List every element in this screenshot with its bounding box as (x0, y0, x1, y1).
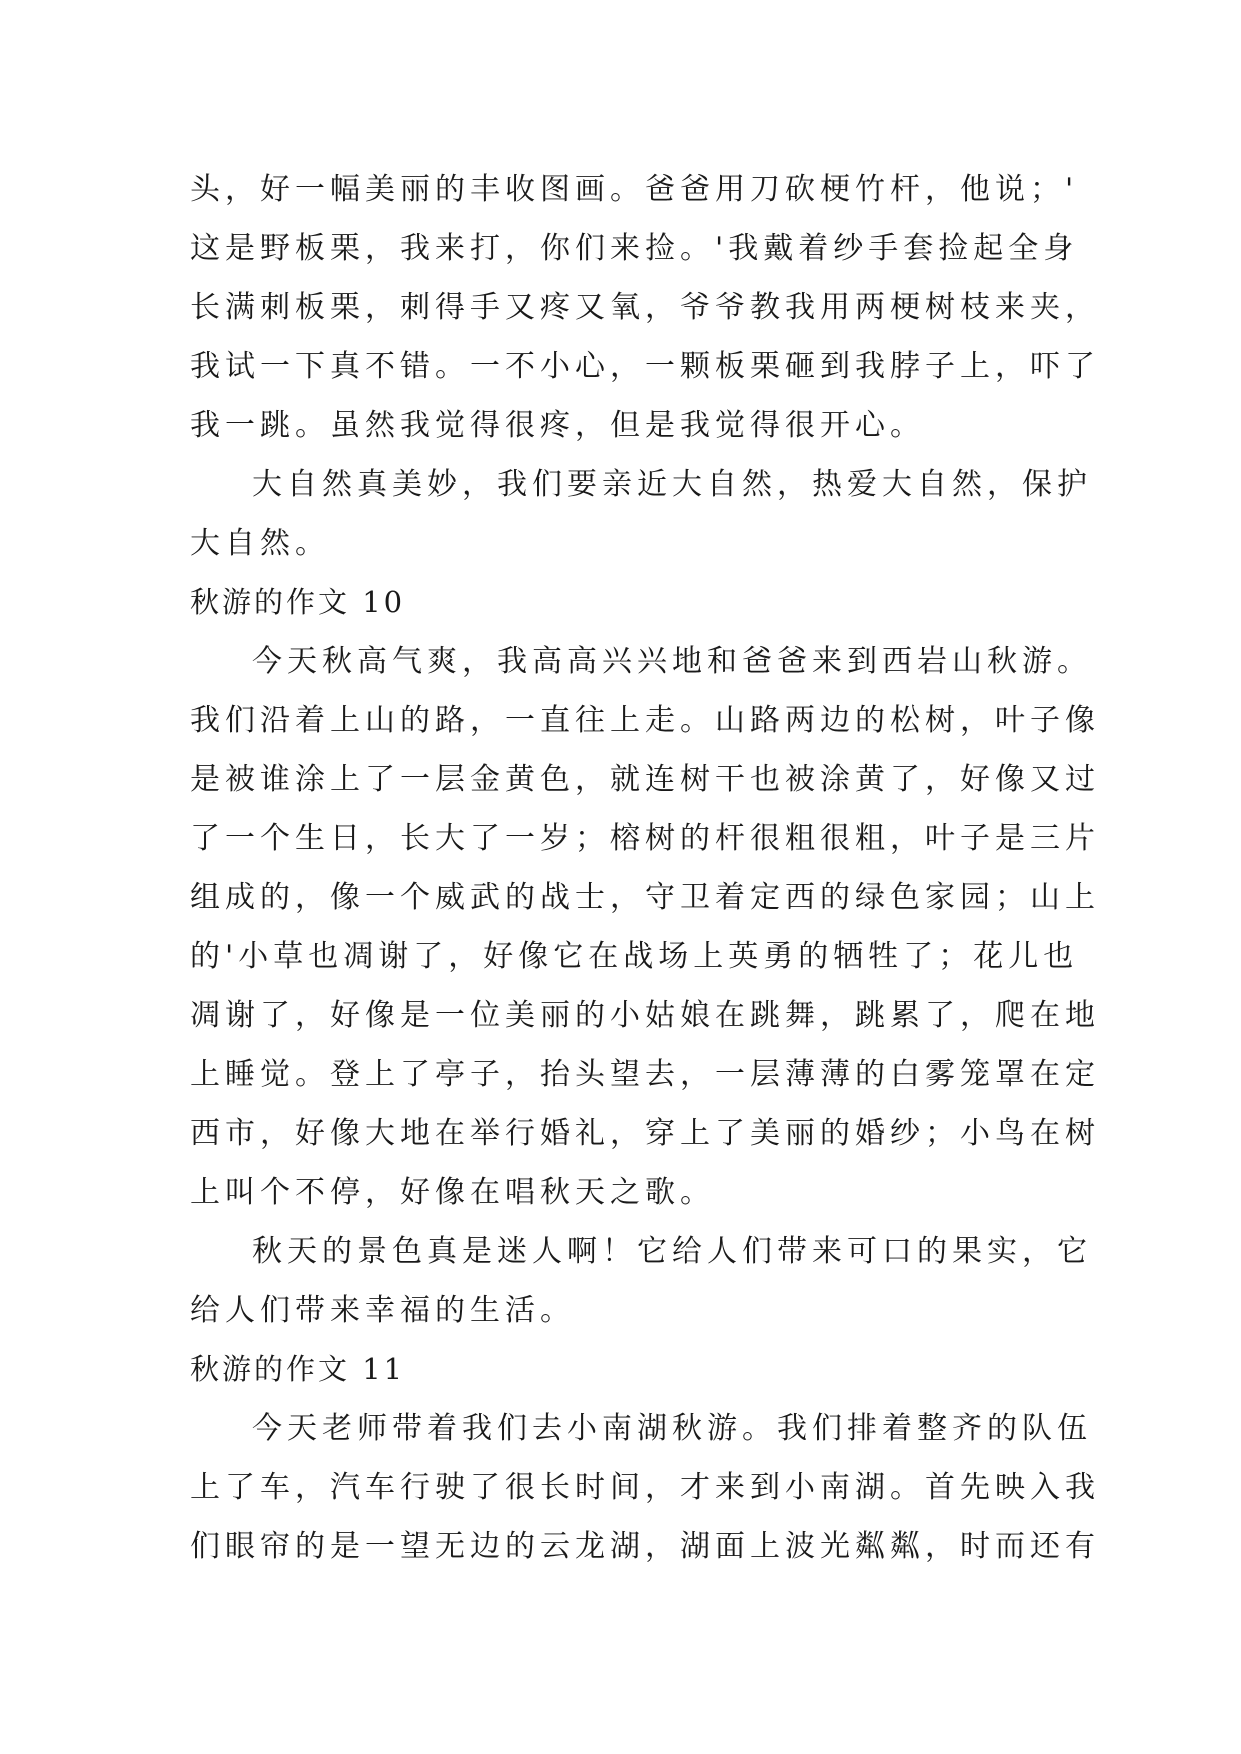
document-body (190, 160, 1100, 1576)
paragraph-line: 上睡觉。登上了亭子，抬头望去，一层薄薄的白雾笼罩在定 (190, 1057, 1100, 1092)
section-heading: 秋游的作文 11 (190, 1352, 406, 1386)
paragraph-line: 长满刺板栗，刺得手又疼又氧，爷爷教我用两梗树枝来夹， (190, 290, 1100, 325)
paragraph-line: 们眼帘的是一望无边的云龙湖，湖面上波光粼粼，时而还有 (190, 1529, 1100, 1564)
paragraph-line: 了一个生日，长大了一岁；榕树的杆很粗很粗，叶子是三片 (190, 821, 1100, 856)
paragraph-line: 我一跳。虽然我觉得很疼，但是我觉得很开心。 (190, 408, 925, 443)
paragraph-first-line: 秋天的景色真是迷人啊！它给人们带来可口的果实，它 (252, 1234, 1092, 1269)
paragraph-line: 大自然。 (190, 526, 330, 561)
paragraph-line: 我们沿着上山的路，一直往上走。山路两边的松树，叶子像 (190, 703, 1100, 738)
paragraph-line: 这是野板栗，我来打，你们来捡。'我戴着纱手套捡起全身 (190, 231, 1079, 266)
paragraph-first-line: 今天秋高气爽，我高高兴兴地和爸爸来到西岩山秋游。 (252, 644, 1092, 679)
section-heading: 秋游的作文 10 (190, 585, 406, 619)
paragraph-line: 给人们带来幸福的生活。 (190, 1293, 575, 1328)
paragraph-line: 的'小草也凋谢了，好像它在战场上英勇的牺牲了；花儿也 (190, 939, 1079, 974)
paragraph-line: 上了车，汽车行驶了很长时间，才来到小南湖。首先映入我 (190, 1470, 1100, 1505)
paragraph-line: 上叫个不停，好像在唱秋天之歌。 (190, 1175, 715, 1210)
paragraph-line: 是被谁涂上了一层金黄色，就连树干也被涂黄了，好像又过 (190, 762, 1100, 797)
paragraph-line: 凋谢了，好像是一位美丽的小姑娘在跳舞，跳累了，爬在地 (190, 998, 1100, 1033)
paragraph-line: 我试一下真不错。一不小心，一颗板栗砸到我脖子上，吓了 (190, 349, 1100, 384)
paragraph-line: 西市，好像大地在举行婚礼，穿上了美丽的婚纱；小鸟在树 (190, 1116, 1100, 1151)
paragraph-line: 组成的，像一个威武的战士，守卫着定西的绿色家园；山上 (190, 880, 1100, 915)
paragraph-first-line: 大自然真美妙，我们要亲近大自然，热爱大自然，保护 (252, 467, 1092, 502)
paragraph-line: 头，好一幅美丽的丰收图画。爸爸用刀砍梗竹杆，他说；' (190, 172, 1079, 207)
paragraph-first-line: 今天老师带着我们去小南湖秋游。我们排着整齐的队伍 (252, 1411, 1092, 1446)
